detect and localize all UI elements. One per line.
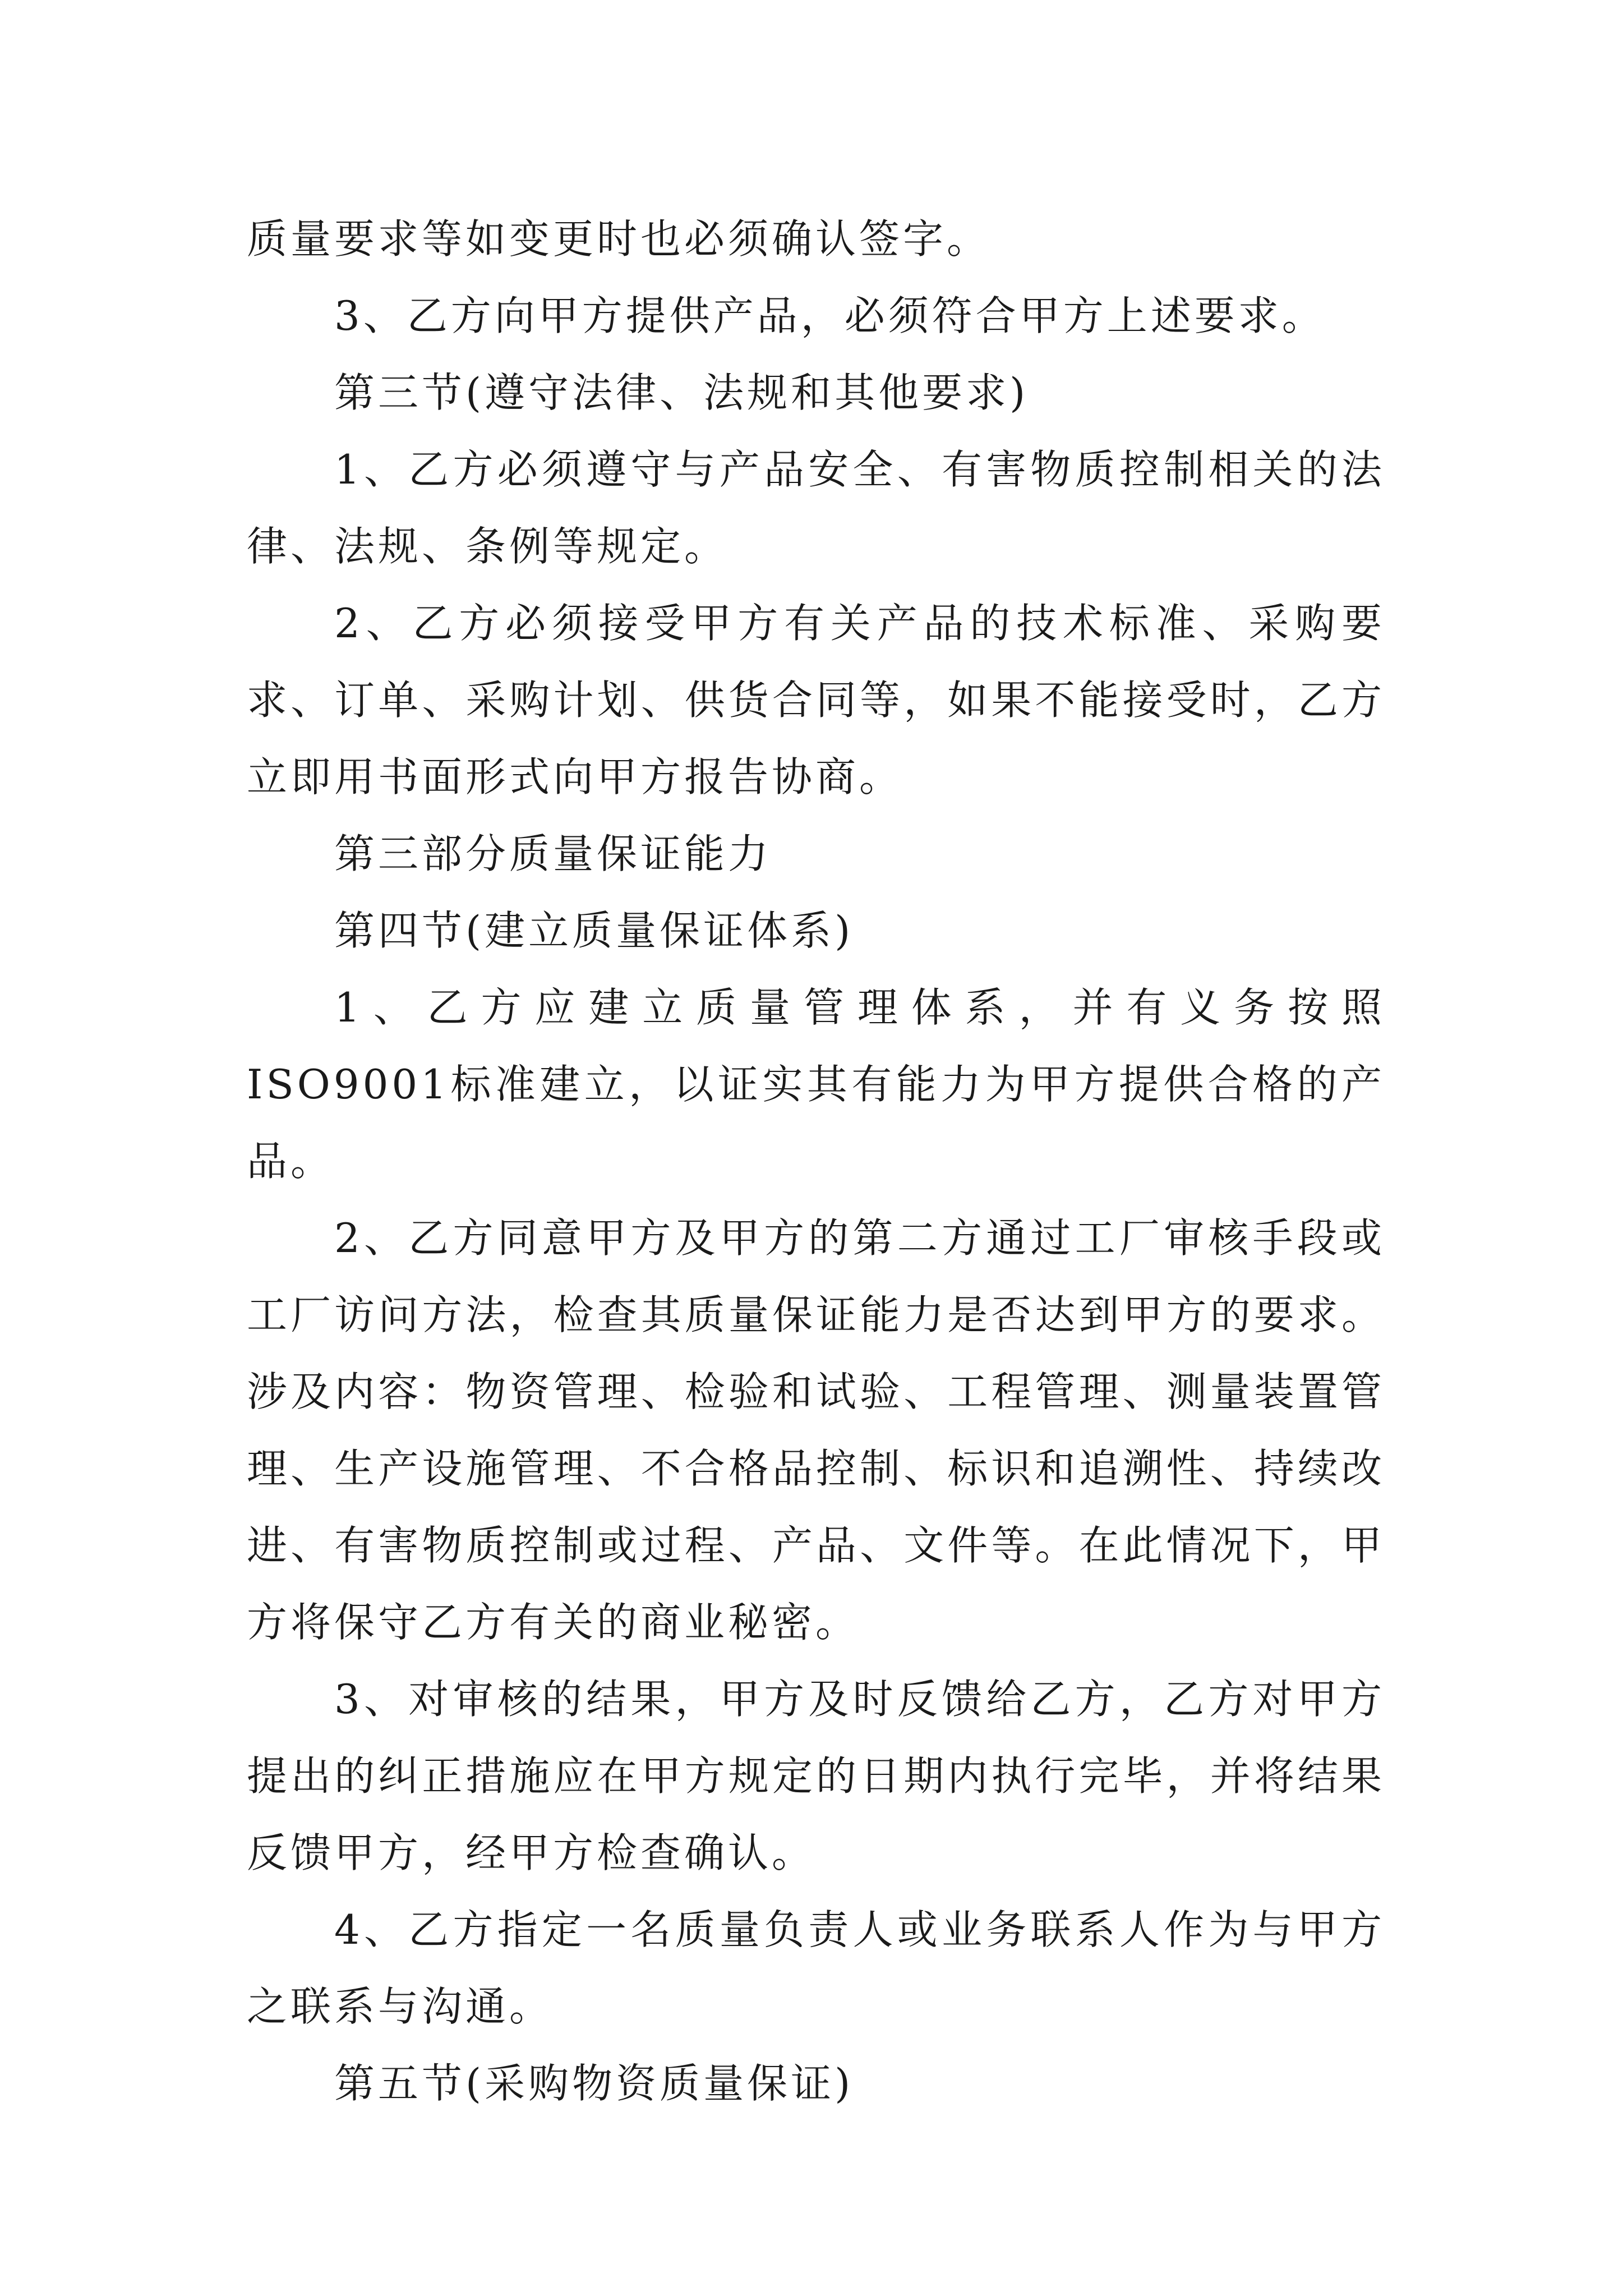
paragraph-item-4-contact: 4、乙方指定一名质量负责人或业务联系人作为与甲方之联系与沟通。 bbox=[247, 1906, 1385, 2030]
paragraph-item-2-audit: 2、乙方同意甲方及甲方的第二方通过工厂审核手段或工厂访问方法，检查其质量保证能力是否达到甲方的要求。涉及内容：物资管理、检验和试验、工程管理、测量装置管理、生产设施管理、不合格品控制、标识和追溯性、持续改进、有害物质控制或过程、产品、文件等。在此情况下，甲方将保守乙方有关的商业秘密。 bbox=[247, 1214, 1385, 1646]
paragraph-item-3-feedback: 3、对审核的结果，甲方及时反馈给乙方，乙方对甲方提出的纠正措施应在甲方规定的日期内执行完毕，并将结果反馈甲方，经甲方检查确认。 bbox=[247, 1676, 1385, 1876]
paragraph-continuation: 质量要求等如变更时也必须确认签字。 bbox=[247, 215, 991, 263]
part-heading-3: 第三部分质量保证能力 bbox=[334, 830, 772, 877]
section-heading-3: 第三节(遵守法律、法规和其他要求) bbox=[334, 369, 1029, 416]
section-heading-4: 第四节(建立质量保证体系) bbox=[334, 907, 854, 954]
paragraph-item-1-qms: 1、乙方应建立质量管理体系，并有义务按照ISO9001标准建立，以证实其有能力为甲方提供合格的产品。 bbox=[247, 984, 1385, 1185]
paragraph-item-2-standards: 2、乙方必须接受甲方有关产品的技术标准、采购要求、订单、采购计划、供货合同等，如果不能接受时，乙方立即用书面形式向甲方报告协商。 bbox=[247, 600, 1385, 800]
paragraph-item-3-supply: 3、乙方向甲方提供产品，必须符合甲方上述要求。 bbox=[334, 292, 1326, 339]
paragraph-item-1-laws: 1、乙方必须遵守与产品安全、有害物质控制相关的法律、法规、条例等规定。 bbox=[247, 446, 1385, 570]
section-heading-5: 第五节(采购物资质量保证) bbox=[334, 2060, 854, 2107]
document-body bbox=[247, 201, 1385, 2122]
